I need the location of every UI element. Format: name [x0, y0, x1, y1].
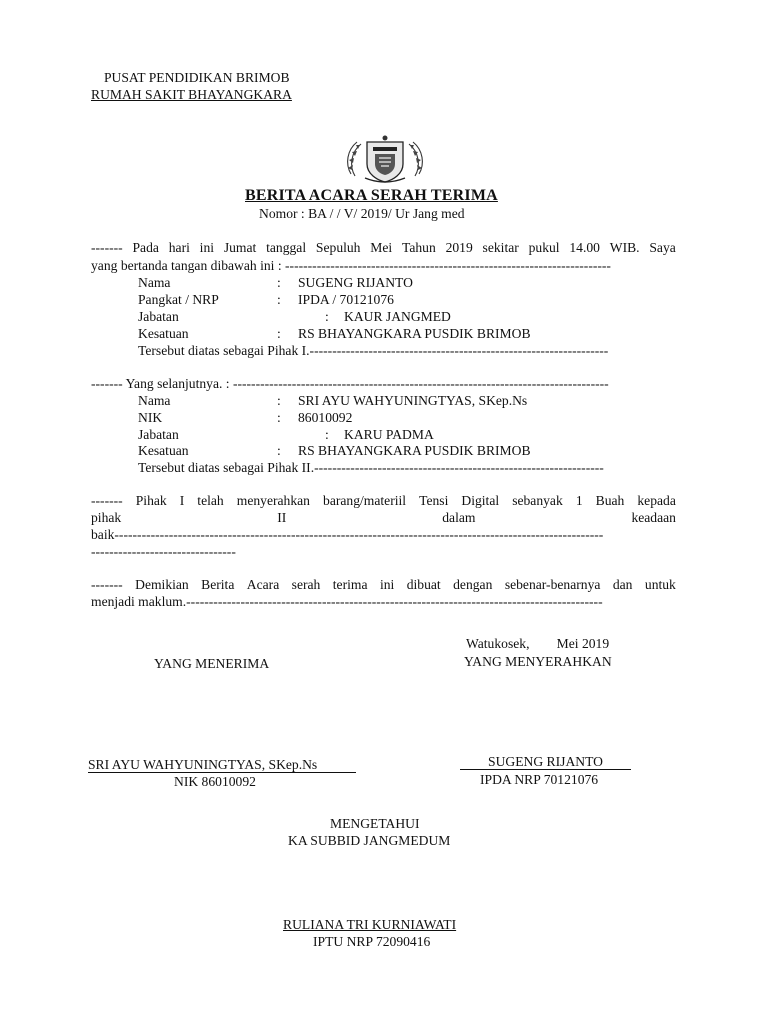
party-2-closing: Tersebut diatas sebagai Pihak II.---------------------------------------------------------------- [138, 460, 604, 475]
receiver-name-text: SRI AYU WAHYUNINGTYAS, SKep.Ns [88, 757, 318, 772]
colon: : [277, 275, 281, 290]
party-1-name-label: Nama [138, 275, 171, 290]
party-2-intro: ------- Yang selanjutnya. : ----------------------------------------------------------------------------------- [91, 376, 609, 391]
party-1-unit-label: Kesatuan [138, 326, 189, 341]
party-1-rank-value: IPDA / 70121076 [298, 292, 394, 307]
party-2-unit-value: RS BHAYANGKARA PUSDIK BRIMOB [298, 443, 531, 458]
paragraph-2-line-1: ------- Pihak I telah menyerahkan barang/materiil Tensi Digital sebanyak 1 Buah kepada [91, 493, 676, 508]
party-2-name-value: SRI AYU WAHYUNINGTYAS, SKep.Ns [298, 393, 528, 408]
party-2-nik-value: 86010092 [298, 410, 353, 425]
acknowledger-name: RULIANA TRI KURNIAWATI [283, 917, 457, 932]
giver-name [460, 754, 631, 770]
acknowledge-line-2: KA SUBBID JANGMEDUM [288, 833, 451, 848]
colon: : [277, 410, 281, 425]
paragraph-1-line-2: yang bertanda tangan dibawah ini : ------------------------------------------------------------------------ [91, 258, 611, 273]
colon: : [277, 393, 281, 408]
acknowledger-id: IPTU NRP 72090416 [313, 934, 431, 949]
party-1-closing: Tersebut diatas sebagai Pihak I.------------------------------------------------------------------ [138, 343, 609, 358]
giver-id: IPDA NRP 70121076 [480, 772, 599, 787]
acknowledge-line-1: MENGETAHUI [330, 816, 420, 831]
paragraph-3-line-1: ------- Demikian Berita Acara serah terima ini dibuat dengan sebenar-benarnya dan untuk [91, 577, 676, 592]
giver-title: YANG MENYERAHKAN [464, 654, 612, 669]
org-name-line1: PUSAT PENDIDIKAN BRIMOB [104, 70, 290, 85]
document-number: Nomor : BA / / V/ 2019/ Ur Jang med [259, 206, 465, 221]
party-2-nik-label: NIK [138, 410, 163, 425]
police-emblem-icon [343, 134, 427, 184]
paragraph-2-line-2: pihak II dalam keadaan [91, 510, 676, 525]
party-1-unit-value: RS BHAYANGKARA PUSDIK BRIMOB [298, 326, 531, 341]
place-date: Watukosek, Mei 2019 [466, 636, 610, 651]
receiver-title: YANG MENERIMA [154, 656, 270, 671]
colon: : [277, 326, 281, 341]
party-2-unit-label: Kesatuan [138, 443, 189, 458]
paragraph-3-line-2: menjadi maklum.-------------------------------------------------------------------------------------------- [91, 594, 603, 609]
colon: : [325, 427, 329, 442]
party-1-rank-label: Pangkat / NRP [138, 292, 219, 307]
paragraph-2-line-3: baik------------------------------------------------------------------------------------------------------------ [91, 527, 604, 542]
party-1-position-value: KAUR JANGMED [344, 309, 451, 324]
receiver-id: NIK 86010092 [174, 774, 256, 789]
colon: : [277, 443, 281, 458]
colon: : [277, 292, 281, 307]
colon: : [325, 309, 329, 324]
paragraph-1-line-1: ------- Pada hari ini Jumat tanggal Sepuluh Mei Tahun 2019 sekitar pukul 14.00 WIB. Saya [91, 240, 676, 255]
paragraph-2-line-4: -------------------------------- [91, 544, 236, 559]
party-2-position-value: KARU PADMA [344, 427, 434, 442]
party-2-position-label: Jabatan [138, 427, 179, 442]
receiver-name [88, 757, 356, 773]
document-title: BERITA ACARA SERAH TERIMA [245, 187, 498, 204]
party-1-position-label: Jabatan [138, 309, 179, 324]
org-name-line2: RUMAH SAKIT BHAYANGKARA [91, 87, 292, 102]
giver-name-text: SUGENG RIJANTO [488, 754, 603, 769]
party-1-name-value: SUGENG RIJANTO [298, 275, 413, 290]
party-2-name-label: Nama [138, 393, 171, 408]
